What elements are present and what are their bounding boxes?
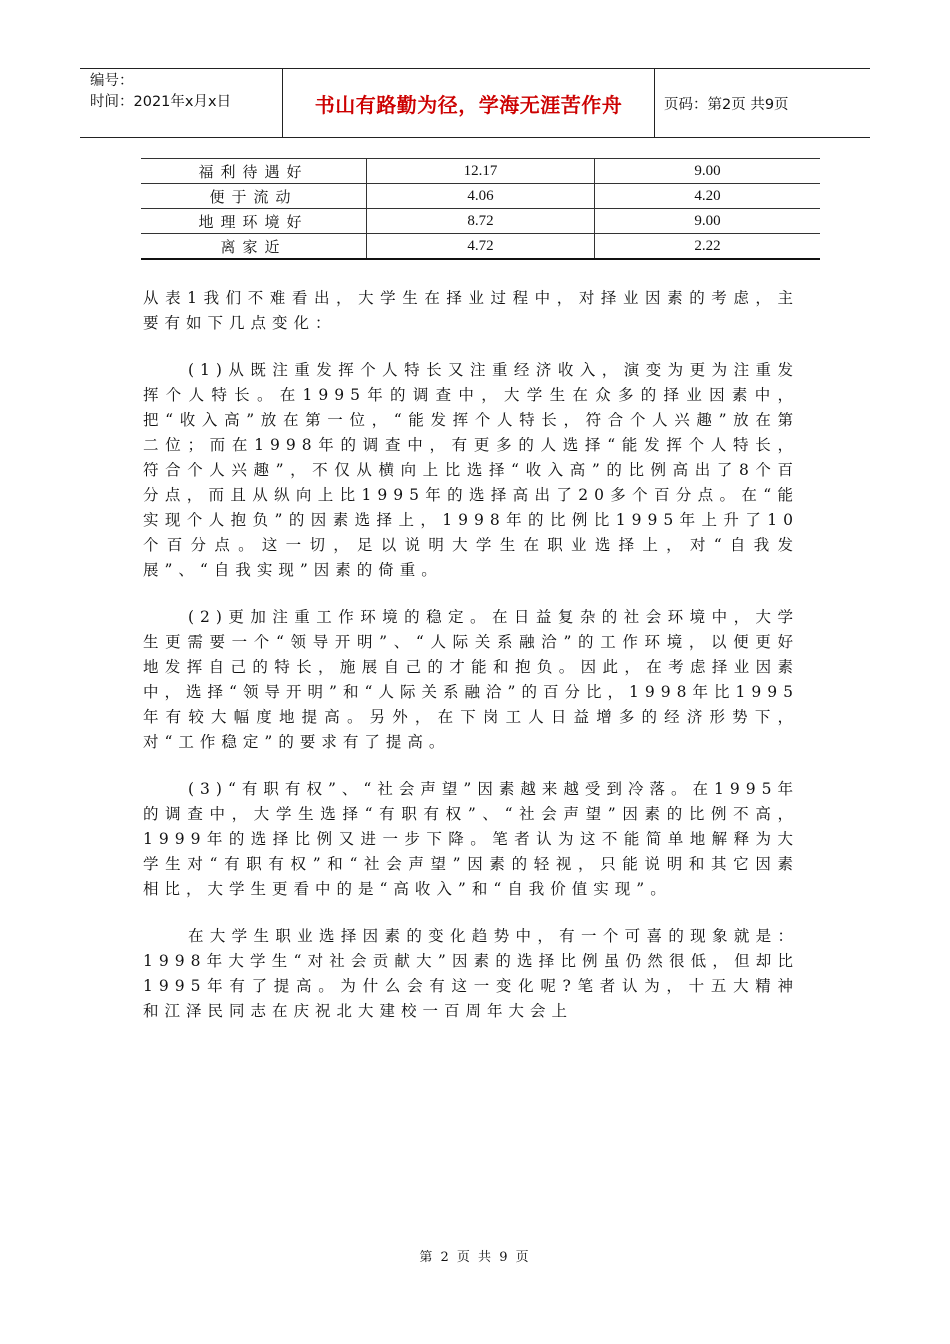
- article-body: [143, 286, 799, 1046]
- factor-cell: 便于流动: [141, 184, 367, 209]
- value-1998-cell: 9.00: [595, 159, 821, 184]
- page-footer: 第 2 页 共 9 页: [419, 1250, 531, 1265]
- factor-table: [141, 158, 820, 260]
- paragraph-trend: 在大学生职业选择因素的变化趋势中，有一个可喜的现象就是：1998年大学生“对社会贡献大”因素的选择比例虽仍然很低，但却比1995年有了提高。为什么会有这一变化呢?笔者认为，十五大精神和江泽民同志在庆祝北大建校一百周年大会上: [143, 927, 799, 1020]
- intro-paragraph: 从表1我们不难看出，大学生在择业过程中，对择业因素的考虑，主要有如下几点变化：: [143, 289, 799, 332]
- value-1998-cell: 9.00: [595, 209, 821, 234]
- value-1998-cell: 4.20: [595, 184, 821, 209]
- table-row: [141, 209, 820, 234]
- table-row: [141, 234, 820, 260]
- paragraph-point-3: (3)“有职有权”、“社会声望”因素越来越受到冷落。在1995年的调查中，大学生选择“有职有权”、“社会声望”因素的比例不高，1999年的选择比例又进一步下降。笔者认为这不能简单地解释为大学生对“有职有权”和“社会声望”因素的轻视，只能说明和其它因素相比，大学生更看中的是“高收入”和“自我价值实现”。: [143, 780, 799, 898]
- value-1995-cell: 8.72: [367, 209, 595, 234]
- header-motto: 书山有路勤为径，学海无涯苦作舟: [283, 69, 655, 137]
- value-1995-cell: 4.06: [367, 184, 595, 209]
- value-1995-cell: 12.17: [367, 159, 595, 184]
- table-row: [141, 159, 820, 184]
- document-date: 时间：2021年x月x日: [90, 94, 232, 110]
- header-page-info: 页码：第2页 共9页: [664, 96, 789, 113]
- factor-cell: 离家近: [141, 234, 367, 260]
- value-1995-cell: 4.72: [367, 234, 595, 260]
- page-header: [80, 68, 870, 138]
- value-1998-cell: 2.22: [595, 234, 821, 260]
- document-number: 编号：: [90, 73, 134, 89]
- factor-cell: 福利待遇好: [141, 159, 367, 184]
- paragraph-point-2: (2)更加注重工作环境的稳定。在日益复杂的社会环境中，大学生更需要一个“领导开明”、“人际关系融洽”的工作环境，以便更好地发挥自己的特长，施展自己的才能和抱负。因此，在考虑择业因素中，选择“领导开明”和“人际关系融洽”的百分比，1998年比1995年有较大幅度地提高。另外，在下岗工人日益增多的经济形势下，对“工作稳定”的要求有了提高。: [143, 608, 799, 751]
- factor-cell: 地理环境好: [141, 209, 367, 234]
- header-meta: [80, 69, 283, 137]
- table-row: [141, 184, 820, 209]
- paragraph-point-1: (1)从既注重发挥个人特长又注重经济收入，演变为更为注重发挥个人特长。在1995年的调查中，大学生在众多的择业因素中，把“收入高”放在第一位，“能发挥个人特长，符合个人兴趣”放在第二位；而在1998年的调查中，有更多的人选择“能发挥个人特长，符合个人兴趣”，不仅从横向上比选择“收入高”的比例高出了8个百分点，而且从纵向上比1995年的选择高出了20多个百分点。在“能实现个人抱负”的因素选择上，1998年的比例比1995年上升了10个百分点。这一切，足以说明大学生在职业选择上，对“自我发展”、“自我实现”因素的倚重。: [143, 361, 799, 579]
